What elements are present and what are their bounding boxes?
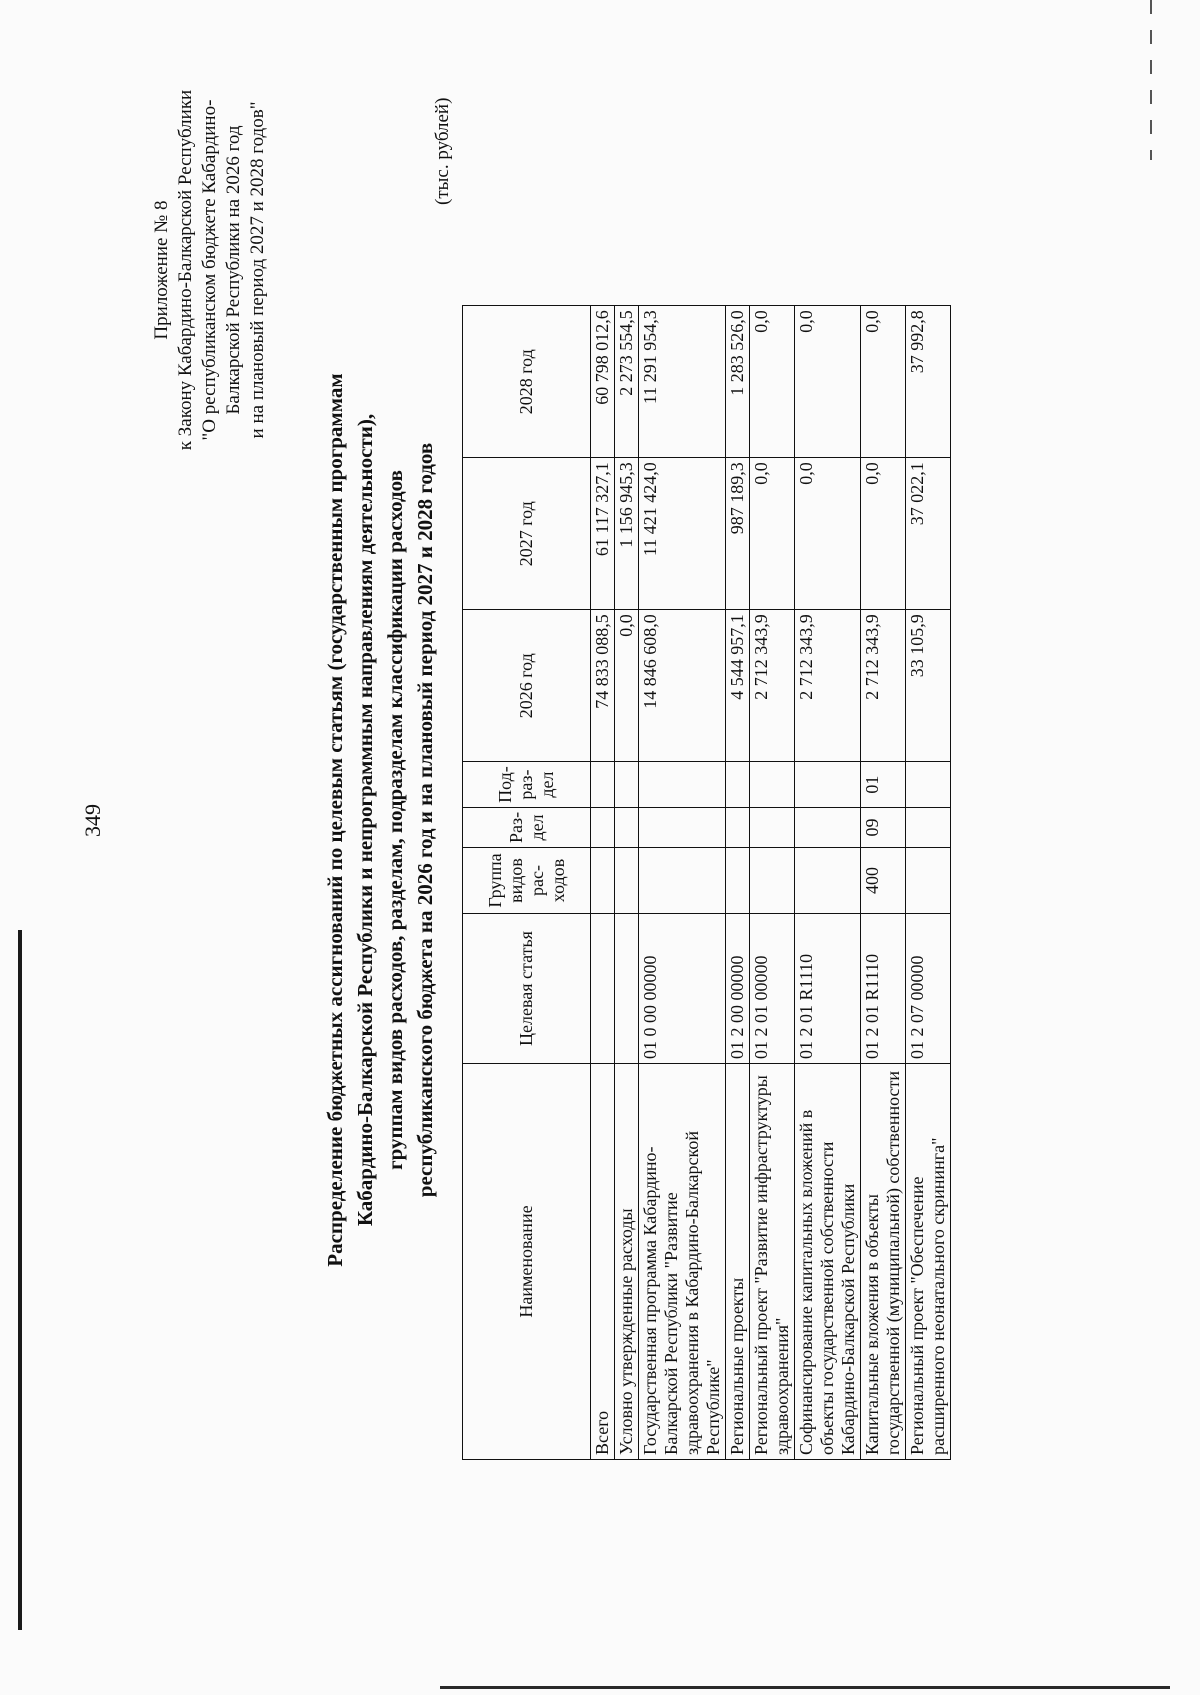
title-line: группам видов расходов, разделам, подразделам классификации расходов bbox=[383, 470, 407, 1170]
cell-name: Региональный проект "Обеспечение расширенного неонатального скрининга" bbox=[906, 1064, 951, 1460]
cell-subsection bbox=[795, 762, 861, 808]
cell-group bbox=[726, 848, 750, 914]
header-group: Группа видов рас- ходов bbox=[463, 848, 591, 914]
cell-2026: 2 712 343,9 bbox=[861, 610, 906, 762]
cell-subsection: 01 bbox=[861, 762, 906, 808]
units-label: (тыс. рублей) bbox=[432, 97, 453, 205]
cell-2027: 37 022,1 bbox=[906, 458, 951, 610]
cell-2026: 4 544 957,1 bbox=[726, 610, 750, 762]
header-2026: 2026 год bbox=[463, 610, 591, 762]
annex-line: "О республиканском бюджете Кабардино- bbox=[199, 99, 220, 441]
cell-2026: 74 833 088,5 bbox=[591, 610, 615, 762]
header-target: Целевая статья bbox=[463, 914, 591, 1064]
cell-2026: 14 846 608,0 bbox=[639, 610, 726, 762]
cell-group bbox=[591, 848, 615, 914]
cell-target: 01 2 01 00000 bbox=[750, 914, 795, 1064]
table-row bbox=[615, 306, 639, 1460]
cell-2027: 0,0 bbox=[750, 458, 795, 610]
cell-section bbox=[591, 807, 615, 847]
cell-2027: 987 189,3 bbox=[726, 458, 750, 610]
cell-target: 01 2 07 00000 bbox=[906, 914, 951, 1064]
cell-2026: 33 105,9 bbox=[906, 610, 951, 762]
title-line: республиканского бюджета на 2026 год и на плановый период 2027 и 2028 годов bbox=[413, 442, 437, 1198]
cell-2028: 60 798 012,6 bbox=[591, 306, 615, 458]
table-row bbox=[861, 306, 906, 1460]
scan-edge-top bbox=[1150, 0, 1152, 160]
cell-2027: 11 421 424,0 bbox=[639, 458, 726, 610]
cell-2028: 1 283 526,0 bbox=[726, 306, 750, 458]
cell-name: Софинансирование капитальных вложений в объекты государственной собственности Кабардино-Балкарской Республики bbox=[795, 1064, 861, 1460]
header-2028: 2028 год bbox=[463, 306, 591, 458]
table-row bbox=[795, 306, 861, 1460]
cell-2028: 0,0 bbox=[861, 306, 906, 458]
cell-section bbox=[750, 807, 795, 847]
table-row bbox=[591, 306, 615, 1460]
cell-name: Региональный проект "Развитие инфраструктуры здравоохранения" bbox=[750, 1064, 795, 1460]
annex-line: Приложение № 8 bbox=[151, 200, 172, 340]
cell-name: Всего bbox=[591, 1064, 615, 1460]
budget-table bbox=[462, 305, 951, 1460]
cell-2027: 0,0 bbox=[861, 458, 906, 610]
cell-2027: 61 117 327,1 bbox=[591, 458, 615, 610]
cell-section bbox=[726, 807, 750, 847]
page-number: 349 bbox=[80, 804, 105, 837]
cell-target bbox=[615, 914, 639, 1064]
cell-group: 400 bbox=[861, 848, 906, 914]
cell-2028: 0,0 bbox=[795, 306, 861, 458]
cell-group bbox=[750, 848, 795, 914]
cell-2028: 0,0 bbox=[750, 306, 795, 458]
cell-group bbox=[795, 848, 861, 914]
cell-2028: 11 291 954,3 bbox=[639, 306, 726, 458]
annex-heading bbox=[150, 10, 270, 530]
cell-section bbox=[795, 807, 861, 847]
cell-2028: 37 992,8 bbox=[906, 306, 951, 458]
cell-target: 01 2 01 R1110 bbox=[795, 914, 861, 1064]
cell-name: Условно утвержденные расходы bbox=[615, 1064, 639, 1460]
table-row bbox=[639, 306, 726, 1460]
cell-2028: 2 273 554,5 bbox=[615, 306, 639, 458]
cell-subsection bbox=[615, 762, 639, 808]
annex-line: Балкарской Республики на 2026 год bbox=[223, 125, 244, 415]
document-title bbox=[320, 190, 440, 1450]
cell-name: Капитальные вложения в объекты государственной (муниципальной) собственности bbox=[861, 1064, 906, 1460]
cell-target bbox=[591, 914, 615, 1064]
annex-line: к Закону Кабардино-Балкарской Республики bbox=[175, 89, 196, 451]
cell-group bbox=[639, 848, 726, 914]
cell-target: 01 2 00 00000 bbox=[726, 914, 750, 1064]
table-row bbox=[750, 306, 795, 1460]
annex-line: и на плановый период 2027 и 2028 годов" bbox=[247, 101, 268, 439]
cell-2027: 1 156 945,3 bbox=[615, 458, 639, 610]
cell-2026: 0,0 bbox=[615, 610, 639, 762]
cell-2026: 2 712 343,9 bbox=[795, 610, 861, 762]
cell-subsection bbox=[639, 762, 726, 808]
header-2027: 2027 год bbox=[463, 458, 591, 610]
cell-subsection bbox=[750, 762, 795, 808]
title-line: Кабардино-Балкарской Республики и непрограммным направлениям деятельности), bbox=[353, 413, 377, 1227]
cell-subsection bbox=[591, 762, 615, 808]
cell-subsection bbox=[726, 762, 750, 808]
table-row bbox=[906, 306, 951, 1460]
cell-2026: 2 712 343,9 bbox=[750, 610, 795, 762]
title-line: Распределение бюджетных ассигнований по целевым статьям (государственным программам bbox=[323, 373, 347, 1267]
header-name: Наименование bbox=[463, 1064, 591, 1460]
cell-target: 01 0 00 00000 bbox=[639, 914, 726, 1064]
header-section: Раз- дел bbox=[463, 807, 591, 847]
cell-section: 09 bbox=[861, 807, 906, 847]
cell-name: Региональные проекты bbox=[726, 1064, 750, 1460]
cell-name: Государственная программа Кабардино-Балкарской Республики "Развитие здравоохранения в Кабардино-Балкарской Республике" bbox=[639, 1064, 726, 1460]
cell-target: 01 2 01 R1110 bbox=[861, 914, 906, 1064]
header-subsection: Под- раз- дел bbox=[463, 762, 591, 808]
cell-section bbox=[906, 807, 951, 847]
table-row bbox=[726, 306, 750, 1460]
cell-group bbox=[906, 848, 951, 914]
cell-section bbox=[615, 807, 639, 847]
cell-2027: 0,0 bbox=[795, 458, 861, 610]
cell-group bbox=[615, 848, 639, 914]
cell-subsection bbox=[906, 762, 951, 808]
table-header-row bbox=[463, 306, 591, 1460]
cell-section bbox=[639, 807, 726, 847]
